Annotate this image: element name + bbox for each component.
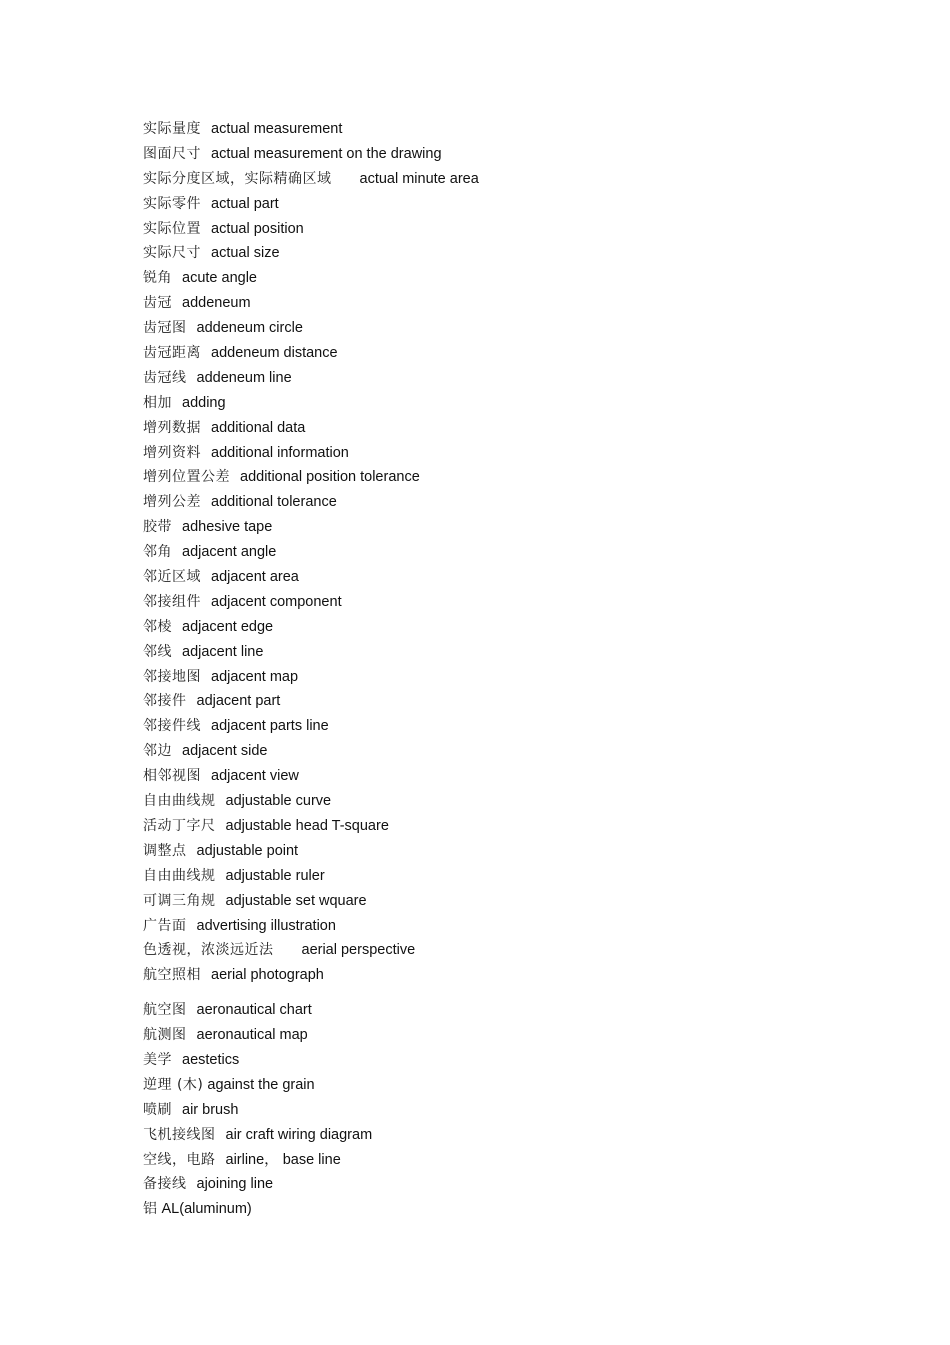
glossary-entry: [143, 117, 843, 142]
glossary-entry: [143, 839, 843, 864]
glossary-entry: [143, 565, 843, 590]
term-english: addeneum line: [196, 369, 292, 386]
term-english: actual measurement: [211, 121, 343, 137]
glossary-entry: [143, 739, 843, 764]
term-english: aerial photograph: [211, 967, 324, 984]
glossary-entry: [143, 167, 843, 192]
term-english: adjustable point: [196, 842, 299, 859]
term-chinese: 实际位置: [143, 220, 201, 237]
glossary-entry: [143, 1123, 843, 1148]
term-chinese: 齿冠图: [143, 320, 187, 337]
glossary-entry: [143, 341, 843, 366]
term-chinese: 美学: [143, 1051, 172, 1068]
term-english: aeronautical map: [196, 1027, 308, 1044]
glossary-entry: [143, 416, 843, 441]
term-chinese: 图面尺寸: [143, 145, 201, 162]
term-chinese: 空线，电路: [143, 1151, 216, 1168]
term-english: ajoining line: [196, 1176, 274, 1193]
term-english: air craft wiring diagram: [225, 1126, 373, 1143]
term-chinese: 逆理 (木): [143, 1076, 204, 1093]
term-chinese: 齿冠距离: [143, 345, 201, 362]
term-chinese: 飞机接线图: [143, 1126, 216, 1143]
term-chinese: 邻线: [143, 643, 172, 660]
term-chinese: 实际尺寸: [143, 245, 201, 262]
term-english: adjacent part: [196, 693, 281, 710]
term-chinese: 相邻视图: [143, 768, 201, 785]
term-chinese: 邻接件: [143, 693, 187, 710]
term-english: addeneum circle: [196, 320, 303, 337]
glossary-entry: [143, 1148, 843, 1173]
glossary-entry: [143, 192, 843, 217]
term-english: acute angle: [182, 270, 257, 287]
term-chinese: 航空图: [143, 1002, 187, 1019]
term-english: AL(aluminum): [161, 1201, 252, 1218]
term-english: adjacent map: [211, 668, 299, 685]
glossary-entry: [143, 1023, 843, 1048]
term-english: actual position: [211, 220, 304, 237]
glossary-entry: [143, 714, 843, 739]
glossary-entry: [143, 914, 843, 939]
glossary-entry: [143, 864, 843, 889]
term-english: adjacent area: [211, 569, 299, 586]
term-chinese: 相加: [143, 394, 172, 411]
glossary-entry: [143, 889, 843, 914]
term-english: airline， base line: [225, 1151, 341, 1168]
term-english: adjacent angle: [182, 544, 277, 561]
term-chinese: 邻棱: [143, 618, 172, 635]
term-chinese: 锐角: [143, 270, 172, 287]
term-chinese: 调整点: [143, 842, 187, 859]
term-chinese: 齿冠: [143, 295, 172, 312]
glossary-entry: [143, 789, 843, 814]
glossary-entry: [143, 963, 843, 988]
term-chinese: 航测图: [143, 1027, 187, 1044]
term-chinese: 增列公差: [143, 494, 201, 511]
glossary-entry: [143, 291, 843, 316]
glossary-entry: [143, 241, 843, 266]
term-english: addeneum: [182, 295, 251, 312]
term-english: adjacent side: [182, 743, 268, 760]
term-chinese: 铝: [143, 1201, 158, 1218]
term-english: aestetics: [182, 1051, 240, 1068]
term-english: actual size: [211, 245, 280, 262]
term-chinese: 邻边: [143, 743, 172, 760]
term-english: adjacent parts line: [211, 718, 329, 735]
term-english: actual part: [211, 195, 279, 212]
term-chinese: 备接线: [143, 1176, 187, 1193]
glossary-entry: [143, 515, 843, 540]
glossary-entry: [143, 441, 843, 466]
term-english: against the grain: [207, 1076, 315, 1093]
glossary-entry: [143, 640, 843, 665]
glossary-entry: [143, 615, 843, 640]
term-chinese: 可调三角规: [143, 892, 216, 909]
glossary-entry: [143, 590, 843, 615]
glossary-entry: [143, 465, 843, 490]
term-english: aeronautical chart: [196, 1002, 312, 1019]
glossary-entry: [143, 1098, 843, 1123]
term-chinese: 齿冠线: [143, 369, 187, 386]
term-english: additional position tolerance: [240, 469, 420, 486]
term-english: air brush: [182, 1101, 239, 1118]
term-chinese: 广告面: [143, 917, 187, 934]
term-chinese: 活动丁字尺: [143, 817, 216, 834]
term-english: adjacent component: [211, 593, 342, 610]
term-chinese: 邻近区域: [143, 569, 201, 586]
term-english: actual minute area: [359, 170, 479, 187]
glossary-entry: [143, 1048, 843, 1073]
term-chinese: 邻接组件: [143, 593, 201, 610]
glossary-entry: [143, 665, 843, 690]
term-english: additional tolerance: [211, 494, 337, 511]
glossary-entry: [143, 490, 843, 515]
term-chinese: 实际分度区域，实际精确区域: [143, 170, 332, 187]
glossary-entry: [143, 998, 843, 1023]
term-chinese: 胶带: [143, 519, 172, 536]
glossary-entry: [143, 217, 843, 242]
term-chinese: 邻接地图: [143, 668, 201, 685]
glossary-entry: [143, 391, 843, 416]
term-english: additional data: [211, 419, 306, 436]
term-english: adjacent line: [182, 643, 264, 660]
term-chinese: 增列位置公差: [143, 469, 230, 486]
term-chinese: 实际零件: [143, 195, 201, 212]
term-chinese: 喷刷: [143, 1101, 172, 1118]
glossary-entry: [143, 366, 843, 391]
term-english: adjacent edge: [182, 618, 274, 635]
glossary-page: [143, 117, 843, 1222]
glossary-entry: [143, 1073, 843, 1098]
term-english: actual measurement on the drawing: [211, 145, 442, 162]
term-chinese: 自由曲线规: [143, 867, 216, 884]
glossary-entry: [143, 689, 843, 714]
glossary-entry: [143, 764, 843, 789]
term-english: adjustable head T-square: [225, 817, 389, 834]
term-chinese: 色透视，浓淡远近法: [143, 942, 274, 959]
term-english: adjustable set wquare: [225, 892, 367, 909]
term-chinese: 实际量度: [143, 121, 201, 137]
term-chinese: 航空照相: [143, 967, 201, 984]
glossary-entry: [143, 266, 843, 291]
glossary-entry: [143, 540, 843, 565]
glossary-entry: [143, 1172, 843, 1197]
term-english: adjacent view: [211, 768, 299, 785]
term-english: adjustable ruler: [225, 867, 325, 884]
glossary-entry: [143, 316, 843, 341]
glossary-entry: [143, 1197, 843, 1222]
term-chinese: 自由曲线规: [143, 793, 216, 810]
glossary-entry: [143, 938, 843, 963]
term-english: adjustable curve: [225, 793, 332, 810]
term-chinese: 邻角: [143, 544, 172, 561]
term-english: aerial perspective: [301, 942, 416, 959]
term-english: adhesive tape: [182, 519, 273, 536]
term-chinese: 邻接件线: [143, 718, 201, 735]
term-chinese: 增列数据: [143, 419, 201, 436]
term-english: advertising illustration: [196, 917, 336, 934]
term-chinese: 增列资料: [143, 444, 201, 461]
glossary-entry: [143, 814, 843, 839]
term-english: adding: [182, 394, 226, 411]
term-english: addeneum distance: [211, 345, 338, 362]
glossary-entry: [143, 142, 843, 167]
term-english: additional information: [211, 444, 349, 461]
